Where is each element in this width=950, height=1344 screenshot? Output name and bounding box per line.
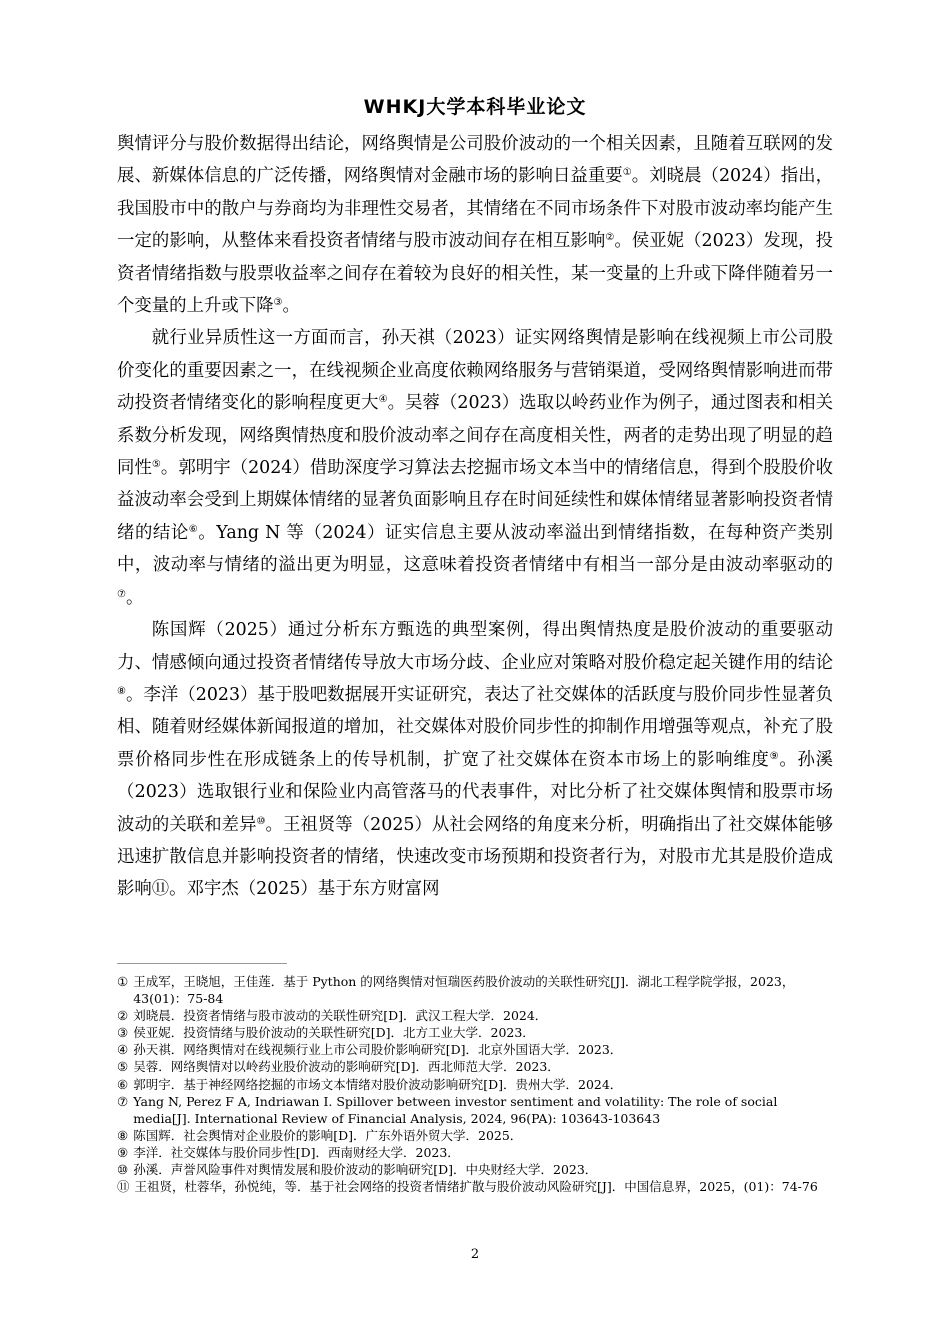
footnote (117, 1127, 833, 1144)
paragraph-text: 。李洋（2023）基于股吧数据展开实证研究，表达了社交媒体的活跃度与股价同步性显著负相、随着财经媒体新闻报道的增加，社交媒体对股价同步性的抑制作用增强等观点，补充了股票价格同步性在形成链条上的传导机制，扩宽了社交媒体在资本市场上的影响维度 (117, 684, 833, 770)
footnote-mark: ⑦ (117, 1093, 129, 1109)
paragraph-text: 。Yang N 等（2024）证实信息主要从波动率溢出到情绪指数，在每种资产类别中，波动率与情绪的溢出更为明显，这意味着投资者情绪中有相当一部分是由波动率驱动的 (117, 522, 833, 576)
paragraph (117, 322, 833, 614)
footnote-text: 李洋．社交媒体与股价同步性[D]．西南财经大学．2023． (133, 1144, 460, 1160)
footnote (117, 1178, 833, 1195)
footnote (117, 1076, 833, 1093)
paragraph-text: 就行业异质性这一方面而言，孙天祺（2023）证实网络舆情是影响在线视频上市公司股价变化的重要因素之一，在线视频企业高度依赖网络服务与营销渠道，受网络舆情影响进而带动投资者情绪变化的影响程度更大 (117, 328, 833, 414)
body-text (117, 128, 833, 906)
footnote (117, 1007, 833, 1024)
paragraph (117, 128, 833, 322)
page-number: 2 (470, 1247, 480, 1262)
footnote-mark: ③ (117, 1025, 129, 1041)
footnote-text: 孙天祺．网络舆情对在线视频行业上市公司股价影响研究[D]．北京外国语大学．2023． (133, 1042, 623, 1058)
footnote-text: 刘晓晨．投资者情绪与股市波动的关联性研究[D]．武汉工程大学．2024． (133, 1008, 548, 1024)
footnote-mark: ⑩ (117, 1162, 129, 1178)
footnote-mark: ⑨ (117, 1144, 129, 1160)
paragraph-text: 。郭明宇（2024）借助深度学习算法去挖掘市场文本当中的情绪信息，得到个股股价收益波动率会受到上期媒体情绪的显著负面影响且存在时间延续性和媒体情绪显著影响投资者情绪的结论 (117, 458, 833, 543)
footnote-ref: ① (622, 167, 632, 179)
footnote-mark: ⑪ (117, 1179, 130, 1195)
footnote-text: 陈国辉．社会舆情对企业股价的影响[D]．广东外语外贸大学．2025． (133, 1127, 523, 1143)
footnote-ref: ⑧ (117, 685, 127, 697)
paragraph-text: 。侯亚妮（2023）发现，投资者情绪指数与股票收益率之间存在着较为良好的相关性，某一变量的上升或下降伴随着另一个变量的上升或下降 (117, 231, 833, 317)
paragraph-text: 。刘晓晨（2024）指出，我国股市中的散户与券商均为非理性交易者，其情绪在不同市场条件下对股市波动率均能产生一定的影响，从整体来看投资者情绪与股市波动间存在相互影响 (117, 166, 833, 252)
footnote (117, 1041, 833, 1058)
paragraph-text: 。 (282, 296, 300, 317)
paragraph-text: 。王祖贤等（2025）从社会网络的角度来分析，明确指出了社交媒体能够迅速扩散信息并影响投资者的情绪，快速改变市场预期和投资者行为，对股市尤其是股价造成影响⑪。邓宇杰（2025）基于东方财富网 (117, 814, 833, 900)
footnote-mark: ① (117, 974, 129, 989)
footnote (117, 1058, 833, 1075)
footnote-mark: ⑧ (117, 1127, 129, 1143)
footnote-ref: ② (605, 232, 615, 244)
paragraph-text: 。孙溪（2023）选取银行业和保险业内高管落马的代表事件，对比分析了社交媒体舆情和股票市场波动的关联和差异 (117, 749, 833, 835)
footnote-text: 侯亚妮．投资情绪与股价波动的关联性研究[D]．北方工业大学．2023． (133, 1025, 535, 1041)
footnote (117, 1161, 833, 1178)
footnote-mark: ④ (117, 1042, 129, 1058)
paragraph-text: 。吴蓉（2023）选取以岭药业作为例子，通过图表和相关系数分析发现，网络舆情热度和股价波动率之间存在高度相关性，两者的走势出现了明显的趋同性 (117, 393, 833, 479)
paragraph-text: 陈国辉（2025）通过分析东方甄选的典型案例，得出舆情热度是股价波动的重要驱动力、情感倾向通过投资者情绪传导放大市场分歧、企业应对策略对股价稳定起关键作用的结论 (117, 620, 833, 673)
footnote-text: 孙溪．声誉风险事件对舆情发展和股价波动的影响研究[D]．中央财经大学．2023． (133, 1162, 598, 1178)
footnote (117, 1144, 833, 1161)
paragraph (117, 614, 833, 906)
footnote-divider (117, 963, 287, 964)
paragraph-text: 舆情评分与股价数据得出结论，网络舆情是公司股价波动的一个相关因素，且随着互联网的发展、新媒体信息的广泛传播，网络舆情对金融市场的影响日益重要 (117, 134, 833, 187)
footnote-text: 吴蓉．网络舆情对以岭药业股价波动的影响研究[D]．西北师范大学．2023． (133, 1059, 560, 1075)
footnote-text: 王祖贤，杜蓉华，孙悦纯，等．基于社会网络的投资者情绪扩散与股价波动风险研究[J]．中国信息界，2025，(01)：74-76 (134, 1179, 818, 1195)
footnote-mark: ⑤ (117, 1059, 129, 1075)
footnote-mark: ⑥ (117, 1076, 129, 1092)
footnote-text: Yang N, Perez F A, Indriawan I. Spillover between investor sentiment and volatility: The role of social media[J]. International Review of Financial Analysis, 2024, 96(PA): 103643-103643 (133, 1093, 778, 1126)
footnote-ref: ④ (378, 394, 388, 406)
footnote-ref: ⑦ (117, 588, 126, 600)
paragraph-text: 。 (125, 587, 144, 608)
footnote-ref: ⑨ (769, 750, 780, 762)
footnotes (117, 973, 833, 1195)
footnote-mark: ② (117, 1008, 129, 1024)
footnote-ref: ⑩ (256, 815, 266, 827)
footnote-text: 王成军，王晓旭，王佳莲．基于 Python 的网络舆情对恒瑞医药股价波动的关联性研究[J]．湖北工程学院学报，2023，43(01)：75-84 (133, 974, 795, 1007)
page-header: WHKJ大学本科毕业论文 (363, 96, 587, 118)
footnote (117, 1024, 833, 1041)
footnote-ref: ③ (273, 297, 283, 309)
footnote (117, 973, 833, 1007)
footnote-text: 郭明宇．基于神经网络挖掘的市场文本情绪对股价波动影响研究[D]．贵州大学．2024． (133, 1076, 623, 1092)
footnote-ref: ⑤ (151, 459, 161, 471)
footnote-ref: ⑥ (188, 523, 199, 535)
footnote (117, 1093, 833, 1127)
